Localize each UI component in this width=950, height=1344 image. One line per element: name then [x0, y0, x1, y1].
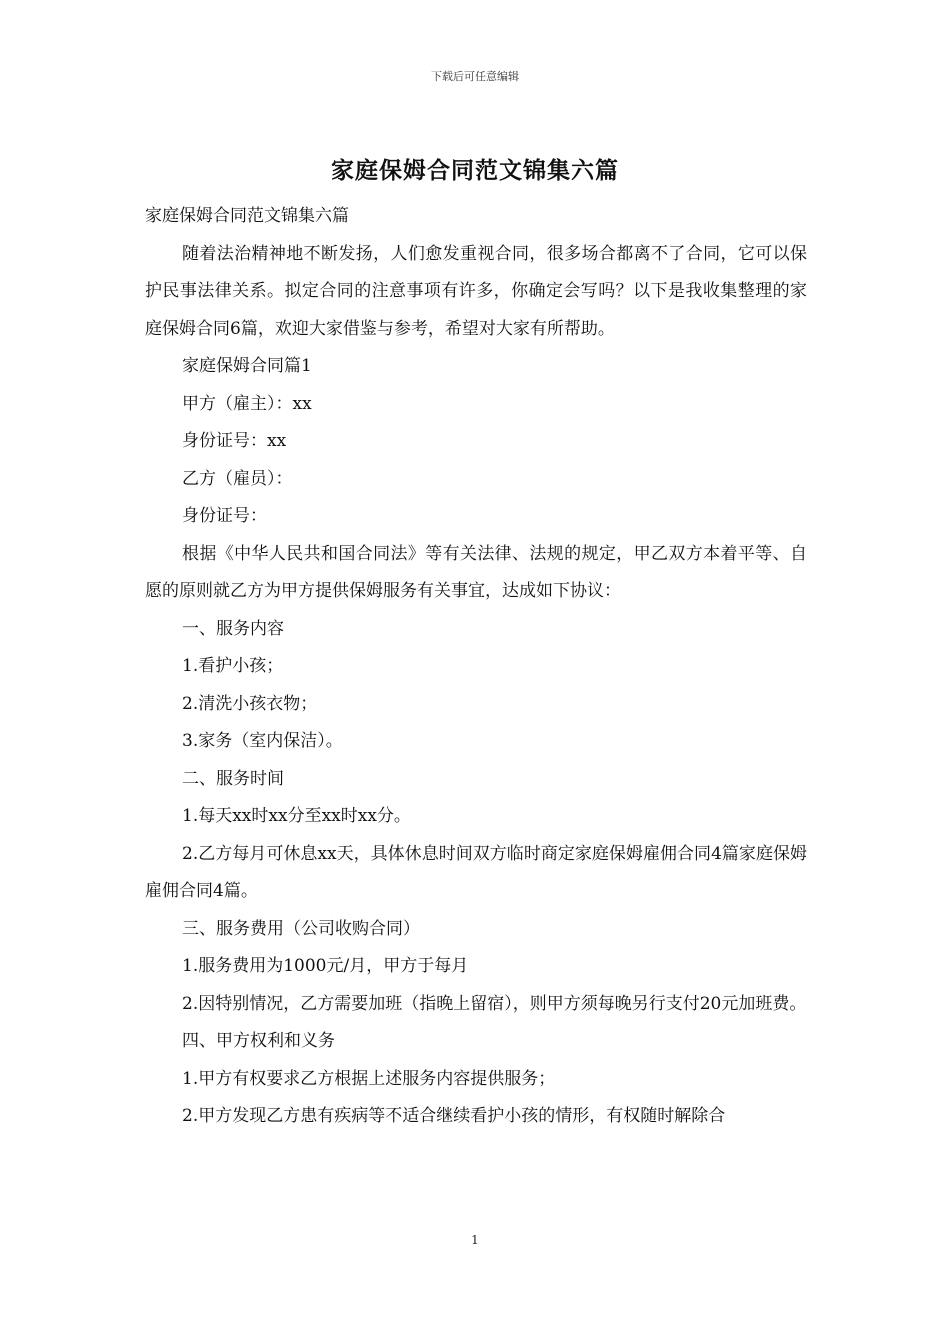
body-paragraph: 2.乙方每月可休息xx天，具体休息时间双方临时商定家庭保姆雇佣合同4篇家庭保姆雇佣合同4篇。 — [145, 843, 807, 901]
header-note: 下载后可任意编辑 — [431, 70, 519, 83]
body-paragraph: 1.看护小孩； — [182, 656, 284, 676]
body-paragraph: 家庭保姆合同篇1 — [182, 356, 312, 376]
body-paragraph: 2.甲方发现乙方患有疾病等不适合继续看护小孩的情形，有权随时解除合 — [182, 1106, 726, 1126]
body-paragraph: 身份证号： — [182, 506, 267, 526]
body-paragraph: 身份证号：xx — [182, 431, 287, 451]
body-paragraph: 四、甲方权利和义务 — [182, 1031, 335, 1051]
body-paragraph: 甲方（雇主）：xx — [182, 393, 312, 414]
body-paragraph: 3.家务（室内保洁）。 — [182, 731, 343, 751]
body-paragraph: 2.因特别情况，乙方需要加班（指晚上留宿），则甲方须每晚另行支付20元加班费。 — [182, 993, 807, 1014]
page-number: 1 — [471, 1233, 479, 1247]
body-paragraph: 一、服务内容 — [182, 618, 284, 639]
body-paragraph: 1.服务费用为1000元/月，甲方于每月 — [182, 956, 469, 976]
body-paragraph: 随着法治精神地不断发扬，人们愈发重视合同，很多场合都离不了合同，它可以保护民事法律关系。拟定合同的注意事项有许多，你确定会写吗？以下是我收集整理的家庭保姆合同6篇，欢迎大家借鉴与参考，希望对大家有所帮助。 — [145, 243, 807, 339]
body-paragraph: 二、服务时间 — [182, 768, 284, 789]
body-paragraph: 1.每天xx时xx分至xx时xx分。 — [182, 806, 411, 826]
body-paragraph: 根据《中华人民共和国合同法》等有关法律、法规的规定，甲乙双方本着平等、自愿的原则就乙方为甲方提供保姆服务有关事宜，达成如下协议： — [145, 543, 807, 601]
subtitle-paragraph: 家庭保姆合同范文锦集六篇 — [145, 206, 349, 226]
body-paragraph: 三、服务费用（公司收购合同） — [182, 918, 420, 939]
body-paragraph: 乙方（雇员）： — [182, 468, 293, 489]
body-paragraph: 2.清洗小孩衣物； — [182, 693, 318, 714]
document-body — [145, 198, 807, 1136]
body-paragraph: 1.甲方有权要求乙方根据上述服务内容提供服务； — [182, 1068, 556, 1089]
document-title: 家庭保姆合同范文锦集六篇 — [331, 157, 619, 184]
